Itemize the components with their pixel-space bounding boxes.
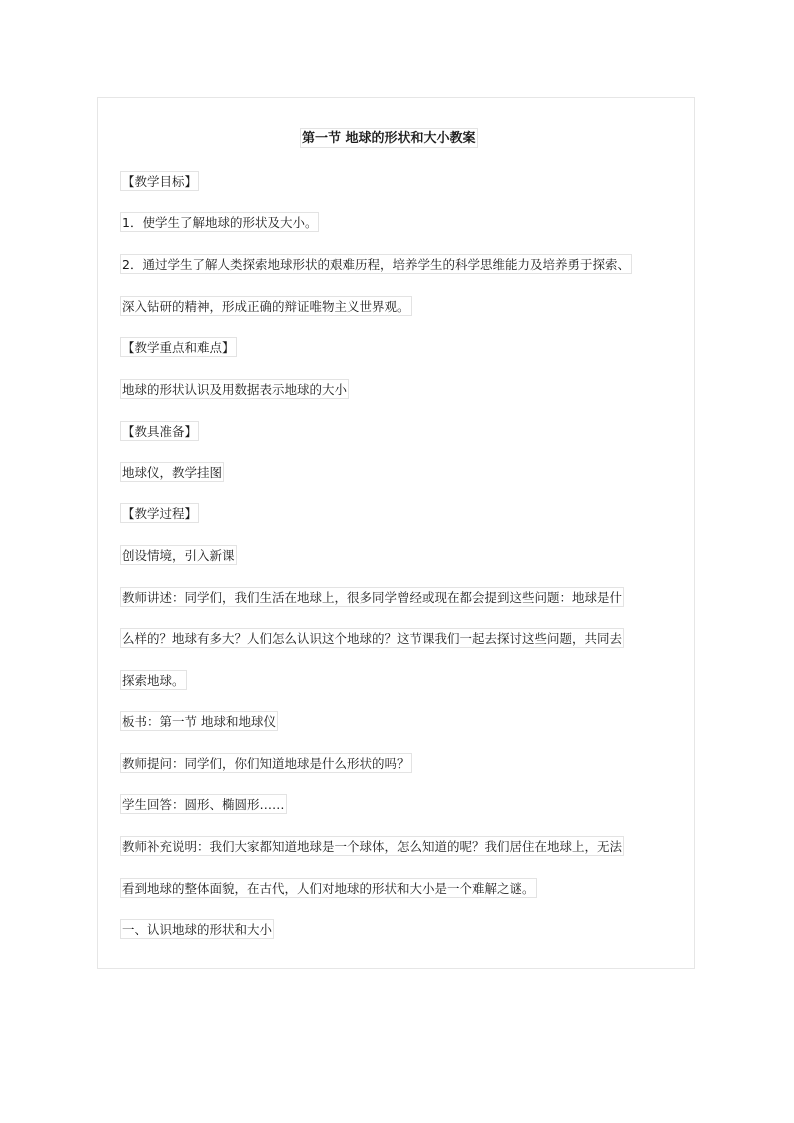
teacher-supplement-line-1: 教师补充说明：我们大家都知道地球是一个球体，怎么知道的呢？我们居住在地球上，无法 (120, 836, 624, 856)
key-points-text: 地球的形状认识及用数据表示地球的大小 (120, 379, 349, 399)
section-heading-1: 一、认识地球的形状和大小 (120, 919, 274, 939)
document-title: 第一节 地球的形状和大小教案 (300, 128, 478, 148)
teacher-question: 教师提问：同学们，你们知道地球是什么形状的吗？ (120, 753, 412, 773)
process-intro: 创设情境，引入新课 (120, 545, 237, 565)
teacher-narration-line-1: 教师讲述：同学们，我们生活在地球上，很多同学曾经或现在都会提到这些问题：地球是什 (120, 587, 624, 607)
blackboard-note: 板书：第一节 地球和地球仪 (120, 711, 278, 731)
teacher-supplement-line-2: 看到地球的整体面貌，在古代，人们对地球的形状和大小是一个难解之谜。 (120, 878, 537, 898)
teacher-narration-line-2: 么样的？地球有多大？人们怎么认识这个地球的？这节课我们一起去探讨这些问题，共同去 (120, 628, 624, 648)
objective-1: 1．使学生了解地球的形状及大小。 (120, 212, 319, 232)
teaching-aids-text: 地球仪，教学挂图 (120, 462, 224, 482)
heading-key-points: 【教学重点和难点】 (120, 337, 237, 357)
objective-2-line-1: 2．通过学生了解人类探索地球形状的艰难历程，培养学生的科学思维能力及培养勇于探索、 (120, 254, 632, 274)
heading-teaching-objectives: 【教学目标】 (120, 171, 199, 191)
student-answer: 学生回答：圆形、椭圆形…… (120, 794, 287, 814)
teacher-narration-line-3: 探索地球。 (120, 670, 187, 690)
heading-teaching-process: 【教学过程】 (120, 503, 199, 523)
objective-2-line-2: 深入钻研的精神，形成正确的辩证唯物主义世界观。 (120, 296, 412, 316)
heading-teaching-aids: 【教具准备】 (120, 421, 199, 441)
